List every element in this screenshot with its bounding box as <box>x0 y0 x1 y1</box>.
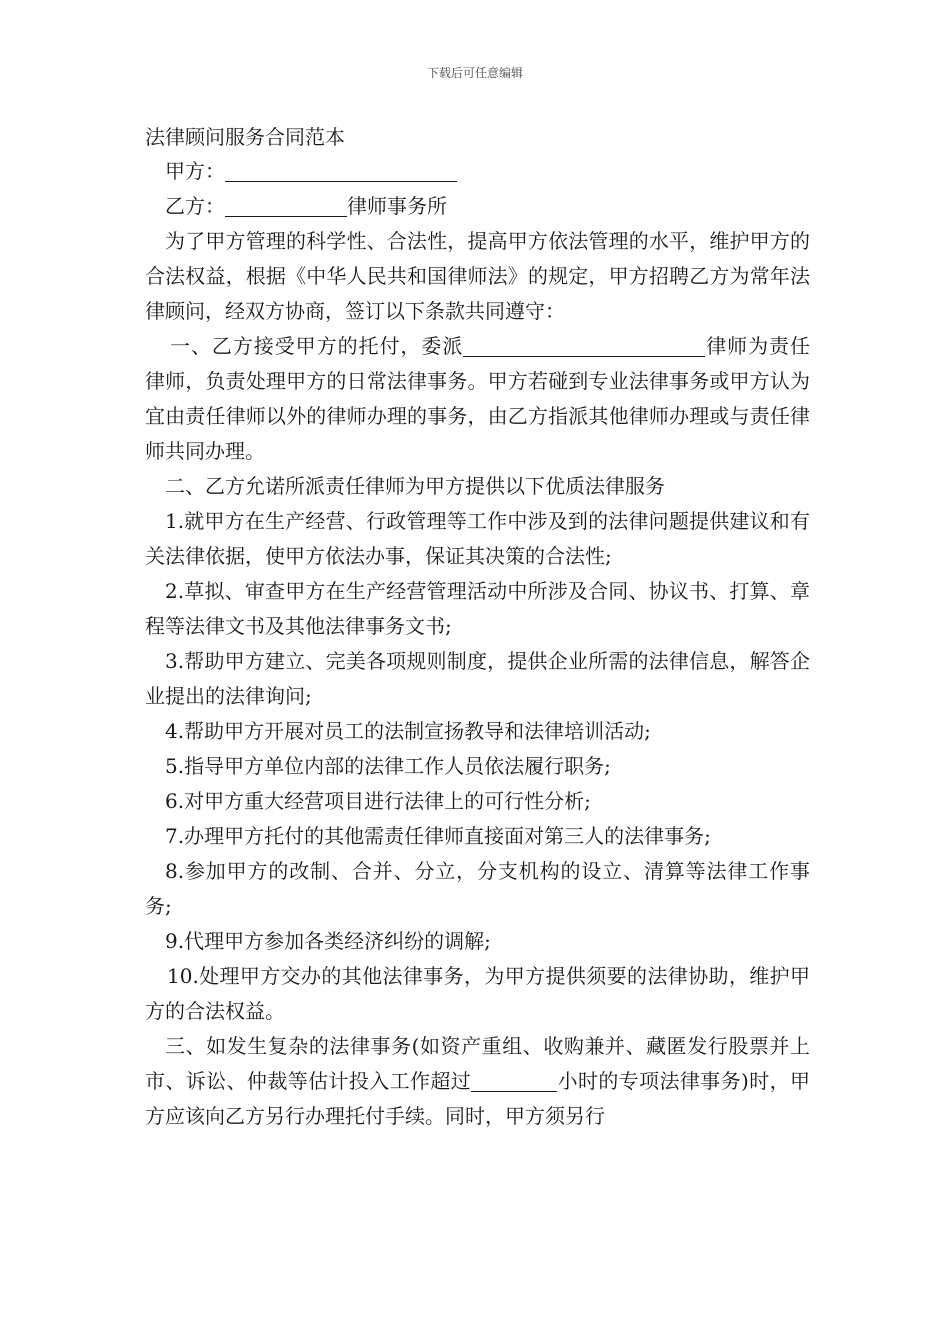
party-a-label: 甲方： <box>165 159 225 183</box>
lawyer-name-blank <box>463 332 705 357</box>
service-item-5: 5.指导甲方单位内部的法律工作人员依法履行职务; <box>165 754 611 778</box>
service-item-1: 1.就甲方在生产经营、行政管理等工作中涉及到的法律问题提供建议和有关法律依据，使甲方依法办事，保证其决策的合法性; <box>145 509 810 568</box>
service-item-8: 8.参加甲方的改制、合并、分立，分支机构的设立、清算等法律工作事务; <box>145 859 810 918</box>
party-a-field <box>145 154 810 189</box>
contract-document <box>145 120 810 1134</box>
service-item-2: 2.草拟、审查甲方在生产经营管理活动中所涉及合同、协议书、打算、章程等法律文书及其他法律事务文书; <box>145 579 810 638</box>
party-a-blank <box>225 157 457 182</box>
service-item-4: 4.帮助甲方开展对员工的法制宣扬教导和法律培训活动; <box>165 719 651 743</box>
service-item-7: 7.办理甲方托付的其他需责任律师直接面对第三人的法律事务; <box>165 824 711 848</box>
service-item-10: 10.处理甲方交办的其他法律事务，为甲方提供须要的法律协助，维护甲方的合法权益。 <box>145 964 810 1023</box>
clause-2: 二、乙方允诺所派责任律师为甲方提供以下优质法律服务 <box>165 474 665 498</box>
clause-1-prefix: 一、乙方接受甲方的托付，委派 <box>170 334 464 358</box>
clause-1-suffix: 律师为责任律师，负责处理甲方的日常法律事务。甲方若碰到专业法律事务或甲方认为宜由责任律师以外的律师办理的事务，由乙方指派其他律师办理或与责任律师共同办理。 <box>145 334 811 463</box>
service-item-9: 9.代理甲方参加各类经济纠纷的调解; <box>165 929 491 953</box>
party-b-suffix: 律师事务所 <box>347 194 447 218</box>
service-item-6: 6.对甲方重大经营项目进行法律上的可行性分析; <box>165 789 591 813</box>
clause-3 <box>145 1029 810 1134</box>
clause-3-suffix: 小时的专项法律事务)时，甲方应该向乙方另行办理托付手续。同时，甲方须另行 <box>145 1069 811 1128</box>
party-b-blank <box>225 192 347 217</box>
clause-1 <box>145 329 810 469</box>
party-b-label: 乙方： <box>165 194 225 218</box>
party-b-field <box>145 189 810 224</box>
document-title: 法律顾问服务合同范本 <box>145 125 345 149</box>
hours-blank <box>471 1067 557 1092</box>
clause-3-prefix: 三、如发生复杂的法律事务(如资产重组、收购兼并、藏匿发行股票并上市、诉讼、仲裁等估计投入工作超过 <box>145 1034 810 1093</box>
page-header: 下载后可任意编辑 <box>426 66 523 80</box>
intro-paragraph: 为了甲方管理的科学性、合法性，提高甲方依法管理的水平，维护甲方的合法权益，根据《中华人民共和国律师法》的规定，甲方招聘乙方为常年法律顾问，经双方协商，签订以下条款共同遵守： <box>145 229 810 323</box>
service-item-3: 3.帮助甲方建立、完美各项规则制度，提供企业所需的法律信息，解答企业提出的法律询问; <box>145 649 810 708</box>
